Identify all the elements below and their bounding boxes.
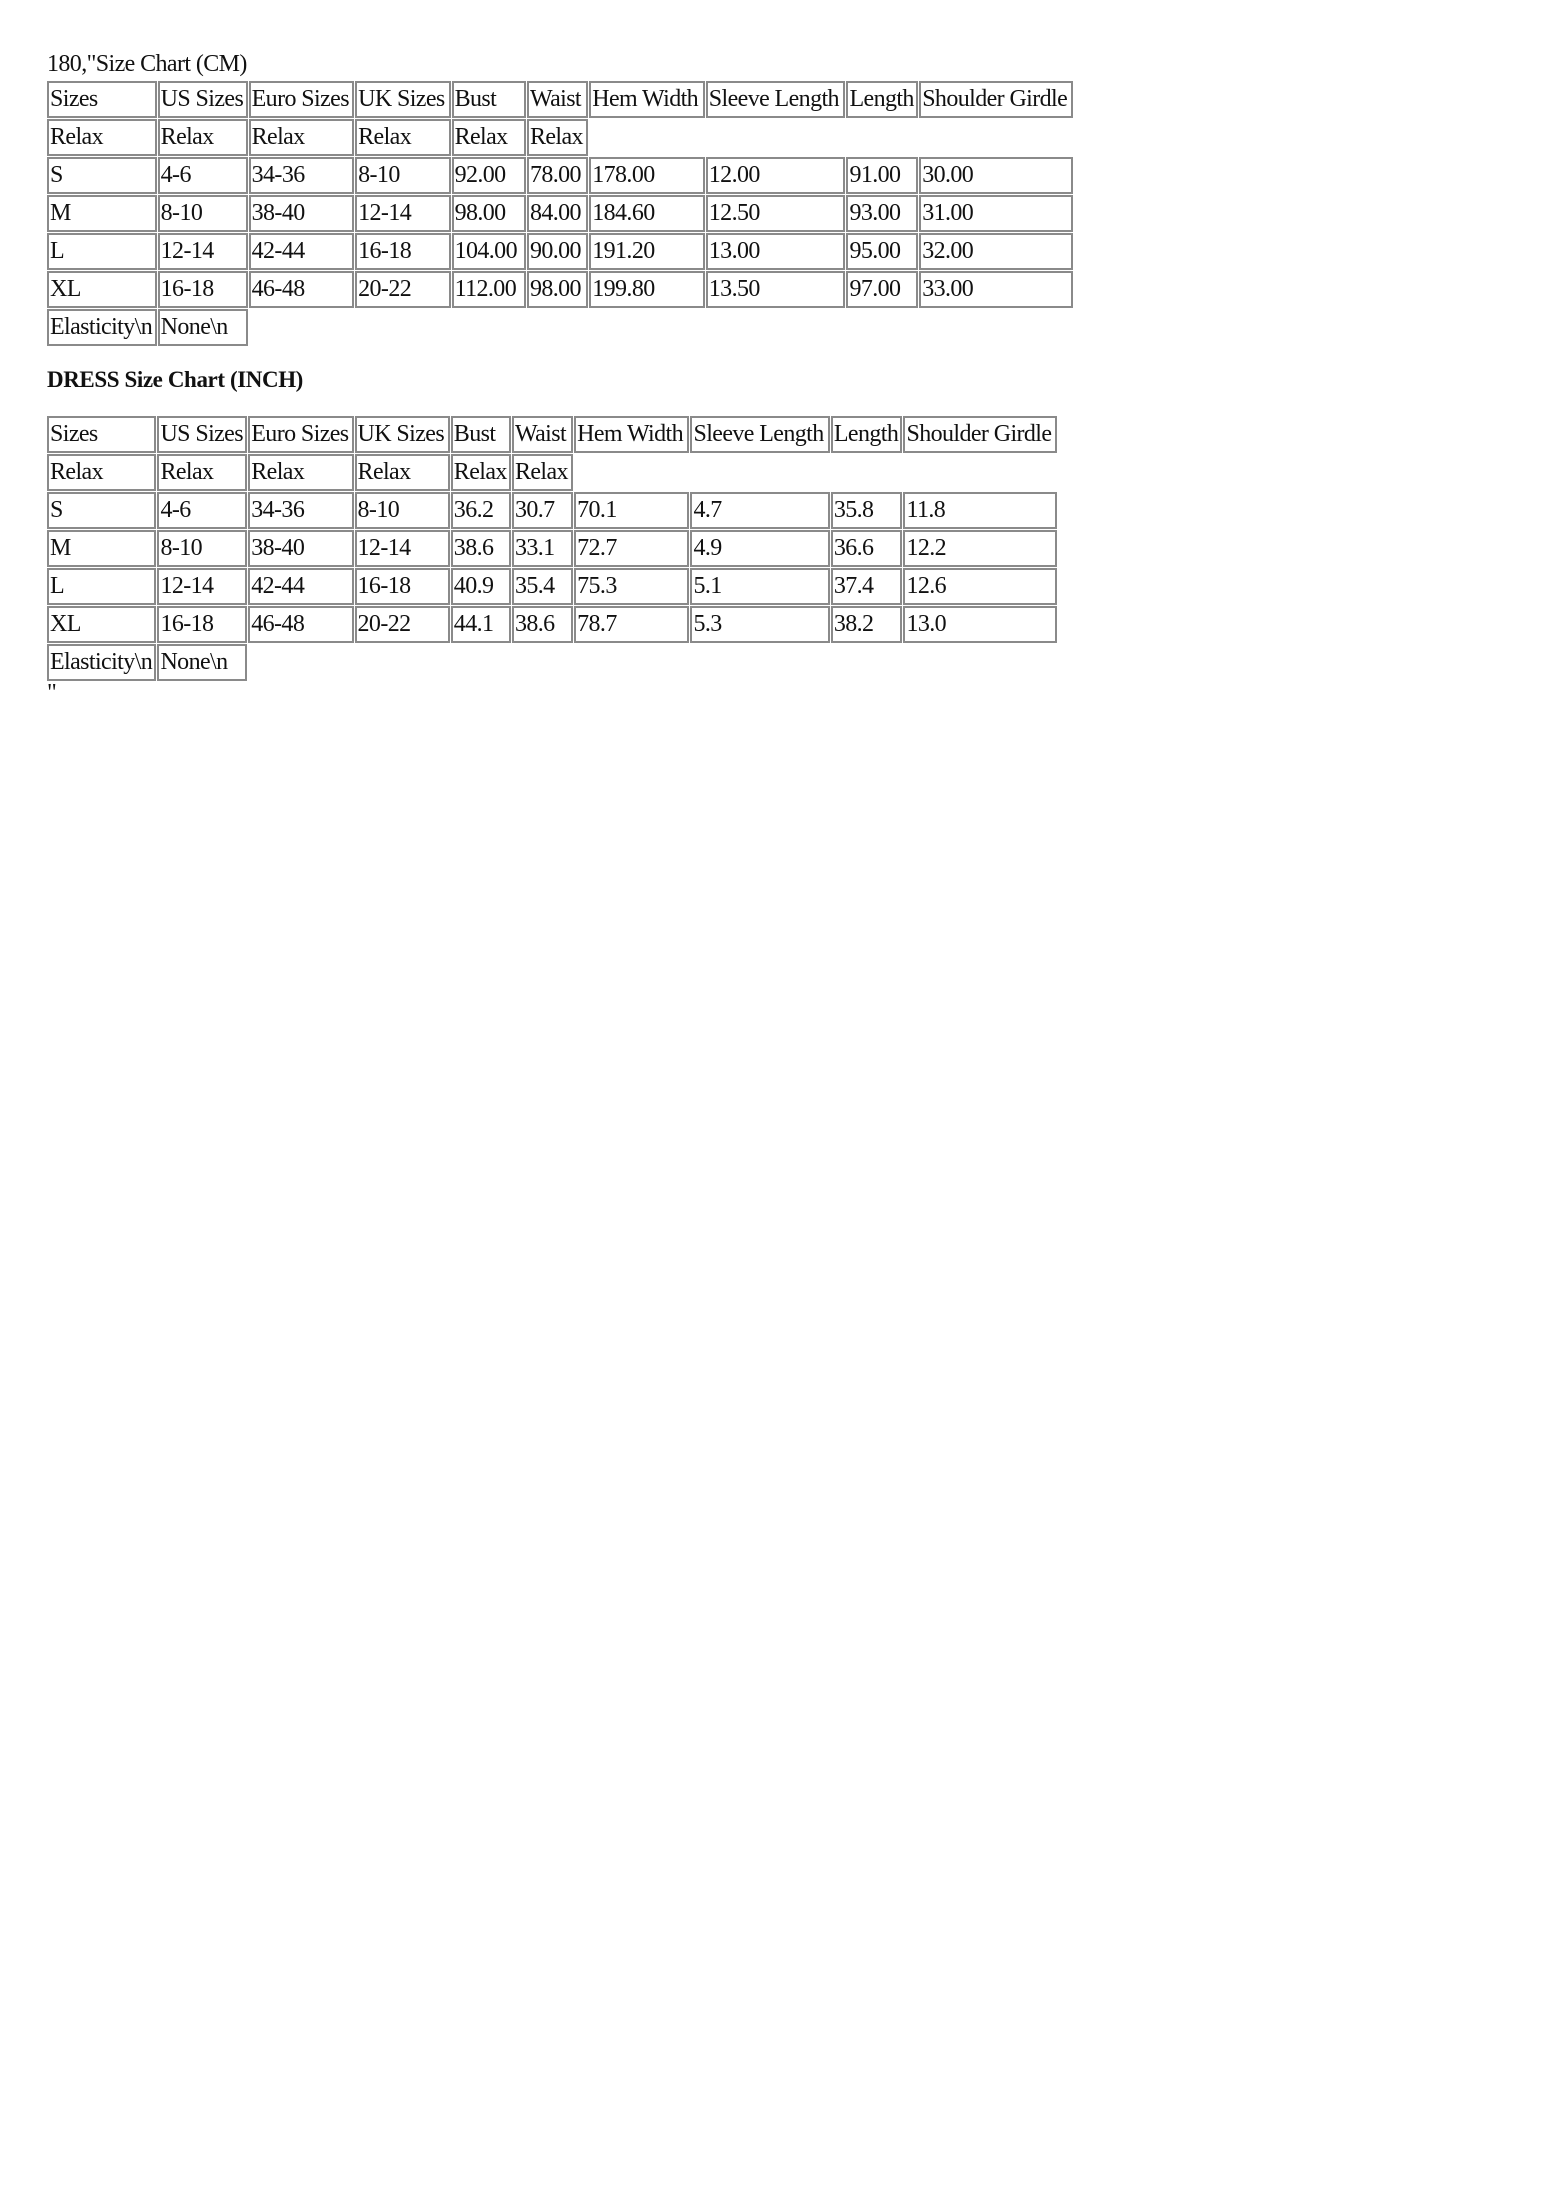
table-row [47,606,1057,643]
table-cell: Relax [452,119,526,156]
empty-cell [706,119,846,156]
table-cell: 191.20 [589,233,705,270]
table-cell: 4-6 [157,492,247,529]
column-header: Shoulder Girdle [919,81,1073,118]
table-cell: Relax [527,119,588,156]
table-cell: 38-40 [248,530,353,567]
table-cell: 16-18 [355,233,450,270]
table-cell: 16-18 [157,606,247,643]
empty-cell [574,454,689,491]
table-cell: Relax [355,119,450,156]
table-cell: 93.00 [846,195,918,232]
table-cell: Relax [47,454,156,491]
table-cell: Relax [512,454,573,491]
inch-table-body [47,416,1057,681]
table-cell: 38.2 [831,606,903,643]
table-cell: 5.3 [690,606,829,643]
table-cell: 33.00 [919,271,1073,308]
table-cell: 178.00 [589,157,705,194]
empty-cell [355,309,450,346]
table-cell: 13.0 [903,606,1057,643]
empty-cell [574,644,689,681]
column-header: Hem Width [574,416,689,453]
empty-cell [831,454,903,491]
empty-cell [690,644,829,681]
table-row [47,454,1057,491]
table-cell: 20-22 [355,271,450,308]
table-cell: 34-36 [249,157,355,194]
table-row [47,492,1057,529]
table-cell: 78.7 [574,606,689,643]
table-cell: 30.00 [919,157,1073,194]
table-row [47,530,1057,567]
table-cell: Elasticity\n [47,644,156,681]
table-cell: 35.4 [512,568,573,605]
empty-cell [831,644,903,681]
empty-cell [248,644,353,681]
table-cell: 92.00 [452,157,526,194]
table-cell: 40.9 [451,568,511,605]
table-row [47,309,1073,346]
table-cell: 30.7 [512,492,573,529]
column-header: Sizes [47,81,157,118]
table-cell: 91.00 [846,157,918,194]
table-cell: 12-14 [355,195,450,232]
column-header: Sizes [47,416,156,453]
table-cell: 12-14 [157,568,247,605]
column-header: Euro Sizes [248,416,353,453]
table-cell: 44.1 [451,606,511,643]
table-cell: 8-10 [157,530,247,567]
empty-cell [919,119,1073,156]
column-header: Bust [452,81,526,118]
column-header: US Sizes [157,416,247,453]
table-cell: 38.6 [512,606,573,643]
table-cell: 112.00 [452,271,526,308]
empty-cell [452,309,526,346]
column-header: Length [846,81,918,118]
column-header: UK Sizes [355,81,450,118]
table-cell: 38-40 [249,195,355,232]
empty-cell [903,644,1057,681]
table-cell: 33.1 [512,530,573,567]
table-cell: 12.2 [903,530,1057,567]
empty-cell [527,309,588,346]
table-cell: S [47,157,157,194]
empty-cell [512,644,573,681]
table-cell: 36.6 [831,530,903,567]
table-cell: 42-44 [249,233,355,270]
table-cell: None\n [158,309,248,346]
table-cell: 35.8 [831,492,903,529]
empty-cell [690,454,829,491]
table-row [47,195,1073,232]
table-cell: 8-10 [355,492,450,529]
table-cell: M [47,530,156,567]
table-cell: Relax [157,454,247,491]
table-cell: 46-48 [248,606,353,643]
table-cell: 8-10 [158,195,248,232]
table-cell: XL [47,606,156,643]
table-cell: 16-18 [158,271,248,308]
empty-cell [355,644,450,681]
table-cell: 70.1 [574,492,689,529]
table-cell: Relax [158,119,248,156]
table-cell: 98.00 [527,271,588,308]
empty-cell [249,309,355,346]
table-row [47,271,1073,308]
table-cell: 16-18 [355,568,450,605]
column-header: Hem Width [589,81,705,118]
table-row [47,568,1057,605]
column-header: Length [831,416,903,453]
table-cell: 5.1 [690,568,829,605]
table-cell: 11.8 [903,492,1057,529]
table-row [47,119,1073,156]
column-header: Bust [451,416,511,453]
column-header: Euro Sizes [249,81,355,118]
empty-cell [706,309,846,346]
table-cell: M [47,195,157,232]
column-header: Shoulder Girdle [903,416,1057,453]
table-cell: 4.7 [690,492,829,529]
cm-table-body [47,81,1073,346]
empty-cell [589,119,705,156]
table-cell: None\n [157,644,247,681]
table-cell: 38.6 [451,530,511,567]
table-cell: S [47,492,156,529]
table-row [47,157,1073,194]
table-cell: 84.00 [527,195,588,232]
empty-cell [919,309,1073,346]
column-header: Waist [527,81,588,118]
header-row [47,416,1057,453]
empty-cell [903,454,1057,491]
empty-cell [846,119,918,156]
table-cell: 31.00 [919,195,1073,232]
table-cell: 98.00 [452,195,526,232]
table-cell: Relax [47,119,157,156]
table-cell: 78.00 [527,157,588,194]
document [47,48,1074,712]
table-cell: 4.9 [690,530,829,567]
table-cell: 12.00 [706,157,846,194]
table-cell: 32.00 [919,233,1073,270]
table-cell: 13.00 [706,233,846,270]
table-cell: XL [47,271,157,308]
table-cell: 12-14 [355,530,450,567]
table-cell: 90.00 [527,233,588,270]
table-cell: 37.4 [831,568,903,605]
table-cell: 34-36 [248,492,353,529]
table-cell: 97.00 [846,271,918,308]
table-cell: 72.7 [574,530,689,567]
table-cell: Relax [249,119,355,156]
empty-cell [451,644,511,681]
table-cell: Elasticity\n [47,309,157,346]
table-cell: 75.3 [574,568,689,605]
column-header: US Sizes [158,81,248,118]
table-cell: 42-44 [248,568,353,605]
table-cell: L [47,233,157,270]
empty-cell [846,309,918,346]
table-cell: L [47,568,156,605]
table-cell: 104.00 [452,233,526,270]
table-cell: 46-48 [249,271,355,308]
header-row [47,81,1073,118]
empty-cell [589,309,705,346]
table-cell: 13.50 [706,271,846,308]
table-cell: Relax [355,454,450,491]
size-chart-inch-table [46,415,1058,682]
column-header: Sleeve Length [706,81,846,118]
table-cell: 12-14 [158,233,248,270]
table-cell: 12.6 [903,568,1057,605]
table-row [47,233,1073,270]
column-header: UK Sizes [355,416,450,453]
table-cell: Relax [248,454,353,491]
inch-chart-heading: DRESS Size Chart (INCH) [47,367,303,392]
table-cell: 12.50 [706,195,846,232]
table-cell: 4-6 [158,157,248,194]
table-cell: 199.80 [589,271,705,308]
document-suffix: " [47,680,57,706]
table-cell: 8-10 [355,157,450,194]
table-cell: Relax [451,454,511,491]
size-chart-cm-table [46,80,1074,347]
column-header: Sleeve Length [690,416,829,453]
table-cell: 184.60 [589,195,705,232]
document-prefix: 180,"Size Chart (CM) [47,51,247,77]
table-cell: 36.2 [451,492,511,529]
table-cell: 95.00 [846,233,918,270]
table-row [47,644,1057,681]
column-header: Waist [512,416,573,453]
table-cell: 20-22 [355,606,450,643]
